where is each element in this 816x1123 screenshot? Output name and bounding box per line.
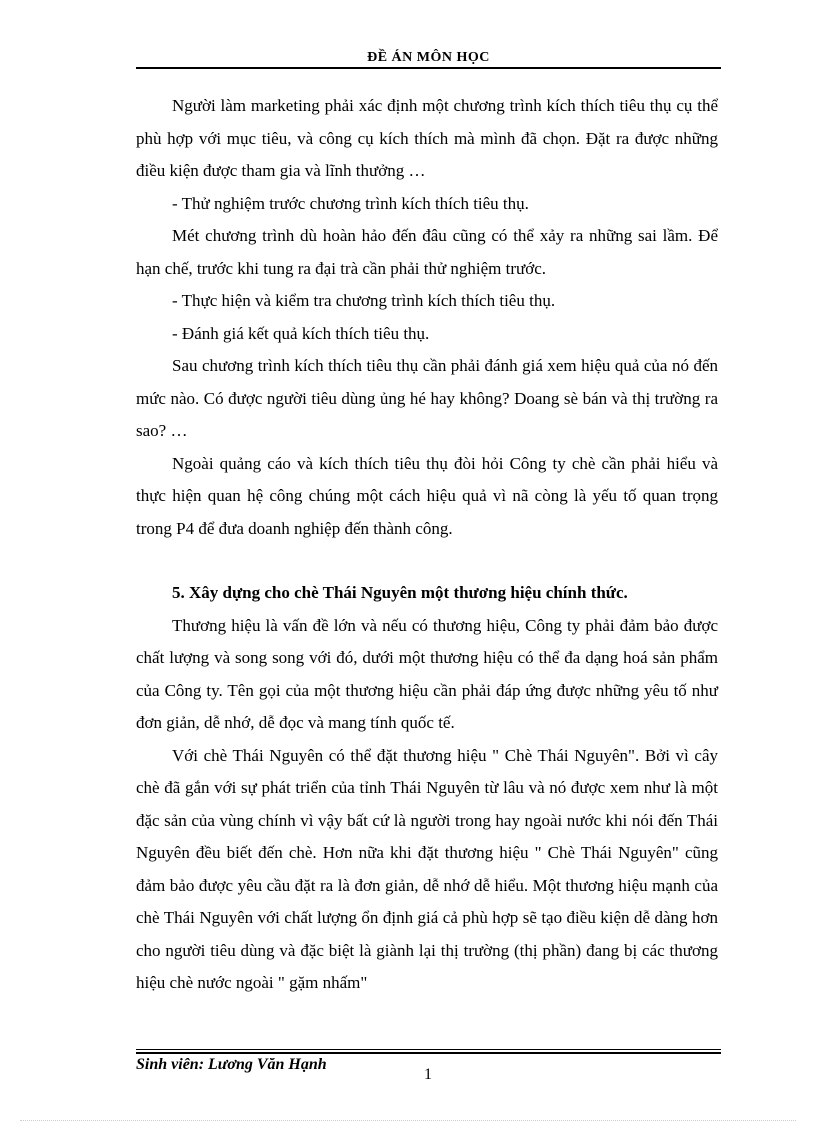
section-heading: 5. Xây dựng cho chè Thái Nguyên một thương hiệu chính thức.: [172, 583, 628, 602]
paragraph: Thương hiệu là vấn đề lớn và nếu có thương hiệu, Công ty phải đảm bảo được chất lượng và song song với đó, dưới một thương hiệu có thể đa dạng hoá sản phẩm của Công ty. Tên gọi của một thương hiệu cần phải đáp ứng được những yêu tố như đơn giản, dễ nhớ, dễ đọc và mang tính quốc tế.: [136, 615, 718, 732]
paragraph: Mét chương trình dù hoàn hảo đến đâu cũng có thể xảy ra những sai lầm. Để hạn chế, trước khi tung ra đại trà cần phải thử nghiệm trước.: [136, 226, 718, 278]
paragraph: - Thử nghiệm trước chương trình kích thích tiêu thụ.: [172, 193, 529, 213]
paragraph: Ngoài quảng cáo và kích thích tiêu thụ đòi hỏi Công ty chè cần phải hiểu và thực hiện quan hệ công chúng một cách hiệu quả vì nã còng là yếu tố quan trọng trong P4 để đưa doanh nghiệp đến thành công.: [136, 453, 718, 538]
footer-rule: [136, 1049, 721, 1050]
paragraph: Người làm marketing phải xác định một chương trình kích thích tiêu thụ cụ thể phù hợp với mục tiêu, và công cụ kích thích mà mình đã chọn. Đặt ra được những điều kiện được tham gia và lĩnh thưởng …: [136, 96, 718, 180]
header-title: ĐỀ ÁN MÔN HỌC: [367, 50, 490, 65]
paragraph: Với chè Thái Nguyên có thể đặt thương hiệu " Chè Thái Nguyên". Bởi vì cây chè đã gắn với sự phát triển của tỉnh Thái Nguyên từ lâu và nó được xem như là một đặc sản của vùng chính vì vậy bất cứ là người trong hay ngoài nước khi nói đến Thái Nguyên đều biết đến chè. Hơn nữa khi đặt thương hiệu " Chè Thái Nguyên" cũng đảm bảo được yêu cầu đặt ra là đơn giản, dễ nhớ dễ hiểu. Một thương hiệu mạnh của chè Thái Nguyên với chất lượng ổn định giá cả phù hợp sẽ tạo điều kiện dễ dàng hơn cho người tiêu dùng và đặc biệt là giành lại thị trường (thị phần) đang bị các thương hiệu chè nước ngoài " gặm nhấm": [136, 745, 718, 992]
header-rule: [136, 67, 721, 69]
paragraph: - Đánh giá kết quả kích thích tiêu thụ.: [172, 323, 430, 343]
page-edge-dots: [20, 1120, 796, 1121]
document-body: [136, 90, 718, 1000]
paragraph: Sau chương trình kích thích tiêu thụ cần phải đánh giá xem hiệu quả của nó đến mức nào. Có được người tiêu dùng ủng hé hay không? Doang sè bán và thị trường ra sao? …: [136, 356, 718, 440]
footer-student-name: Sinh viên: Lương Văn Hạnh: [136, 1056, 327, 1073]
paragraph-gap: [136, 545, 718, 577]
page-number: 1: [424, 1066, 432, 1083]
footer-rule: [136, 1052, 721, 1054]
paragraph: - Thực hiện và kiểm tra chương trình kích thích tiêu thụ.: [172, 291, 556, 310]
